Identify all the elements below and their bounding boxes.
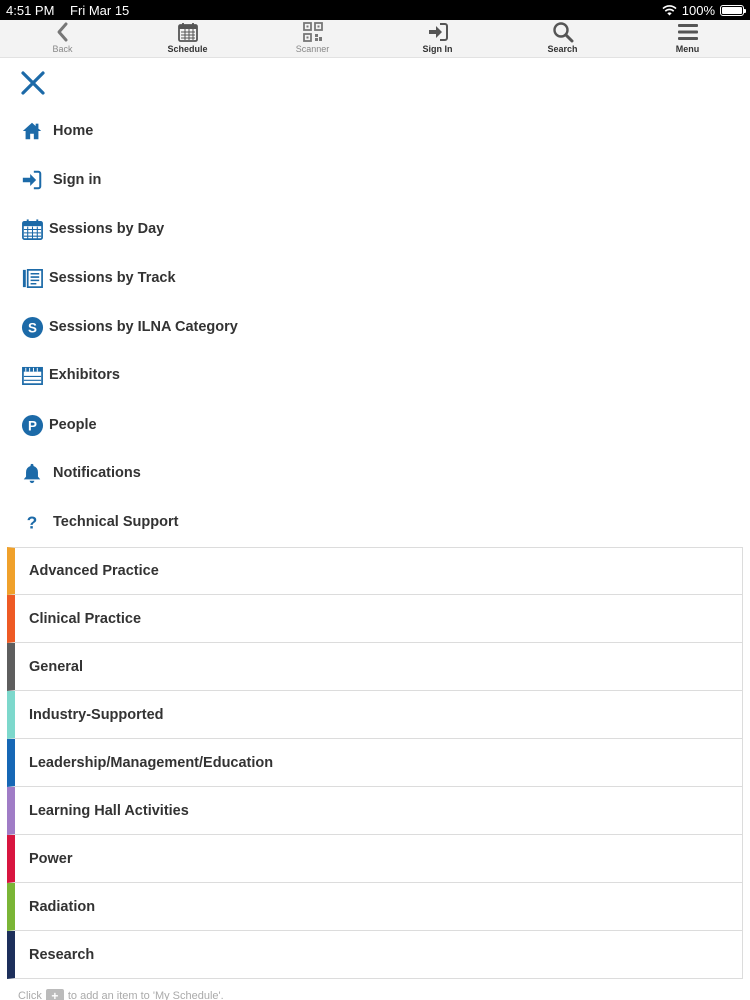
battery-percent: 100% (681, 2, 715, 18)
status-bar (0, 0, 750, 20)
battery-icon (720, 5, 744, 16)
menu-button[interactable] (625, 20, 750, 57)
track-label: Clinical Practice (29, 610, 142, 627)
booth-icon (20, 363, 44, 387)
menu-item-sessions-by-ilna-category[interactable] (20, 312, 238, 342)
footer-hint-suffix: to add an item to 'My Schedule'. (67, 990, 224, 1000)
scanner-button[interactable] (250, 20, 375, 57)
track-label: Leadership/Management/Education (29, 754, 274, 771)
qr-code-icon (302, 21, 324, 43)
toolbar (0, 20, 750, 58)
close-icon (20, 70, 46, 96)
close-menu-button[interactable] (20, 70, 46, 96)
status-time: 4:51 PM (6, 2, 55, 18)
menu-item-label: Technical Support (53, 514, 179, 530)
svg-text:P: P (27, 417, 37, 433)
schedule-button[interactable] (125, 20, 250, 57)
status-date: Fri Mar 15 (70, 2, 130, 18)
menu-item-sign-in[interactable] (20, 165, 101, 195)
scanner-label: Scanner (295, 44, 330, 54)
track-row-research[interactable] (7, 931, 743, 979)
menu-item-label: Sessions by ILNA Category (49, 319, 238, 335)
sign-in-icon (427, 21, 449, 43)
menu-item-technical-support[interactable] (20, 507, 178, 537)
track-row-clinical-practice[interactable] (7, 595, 743, 643)
chevron-left-icon (52, 21, 74, 43)
track-label: Industry-Supported (29, 706, 164, 723)
sign-in-icon (20, 168, 44, 192)
track-label: Learning Hall Activities (29, 802, 189, 819)
footer-hint (18, 989, 224, 1000)
calendar-icon (177, 21, 199, 43)
track-row-power[interactable] (7, 835, 743, 883)
menu-item-exhibitors[interactable] (20, 360, 120, 390)
track-label: General (29, 658, 83, 675)
signin-button[interactable] (375, 20, 500, 57)
svg-text:S: S (27, 319, 37, 335)
schedule-label: Schedule (167, 44, 208, 54)
menu-item-notifications[interactable] (20, 458, 141, 488)
menu-item-home[interactable] (20, 116, 93, 146)
search-label: Search (547, 44, 578, 54)
menu-item-label: Sessions by Track (49, 270, 176, 286)
track-row-advanced-practice[interactable] (7, 547, 743, 595)
status-left (6, 3, 141, 18)
back-button[interactable] (0, 20, 125, 57)
menu-label: Menu (675, 44, 700, 54)
search-button[interactable] (500, 20, 625, 57)
back-label: Back (52, 44, 73, 54)
track-row-radiation[interactable] (7, 883, 743, 931)
menu-item-sessions-by-track[interactable] (20, 263, 176, 293)
s-circle-icon (20, 315, 44, 339)
home-icon (20, 119, 44, 143)
svg-text:?: ? (26, 512, 38, 533)
question-icon (20, 510, 44, 534)
track-row-industry-supported[interactable] (7, 691, 743, 739)
menu-item-label: Notifications (53, 465, 141, 481)
menu-item-label: Home (53, 123, 94, 139)
add-to-schedule-icon: + (46, 989, 64, 1000)
menu-item-people[interactable] (20, 410, 97, 440)
menu-item-label: Sessions by Day (49, 221, 165, 237)
track-row-learning-hall-activities[interactable] (7, 787, 743, 835)
track-row-leadership-management-education[interactable] (7, 739, 743, 787)
menu-item-label: People (49, 417, 97, 433)
track-label: Advanced Practice (29, 563, 159, 579)
menu-item-label: Exhibitors (49, 367, 120, 383)
track-list (7, 547, 743, 979)
wifi-icon (662, 5, 677, 16)
menu-item-sessions-by-day[interactable] (20, 214, 164, 244)
track-label: Research (29, 946, 95, 963)
footer-hint-prefix: Click (18, 990, 42, 1000)
menu-item-label: Sign in (53, 172, 102, 188)
hamburger-icon (677, 21, 699, 43)
track-label: Radiation (29, 898, 96, 915)
p-circle-icon (20, 413, 44, 437)
track-label: Power (29, 850, 73, 867)
search-icon (552, 21, 574, 43)
signin-label: Sign In (422, 44, 453, 54)
track-row-general[interactable] (7, 643, 743, 691)
status-right (662, 3, 744, 18)
track-list-icon (20, 266, 44, 290)
bell-icon (20, 461, 44, 485)
calendar-icon (20, 217, 44, 241)
